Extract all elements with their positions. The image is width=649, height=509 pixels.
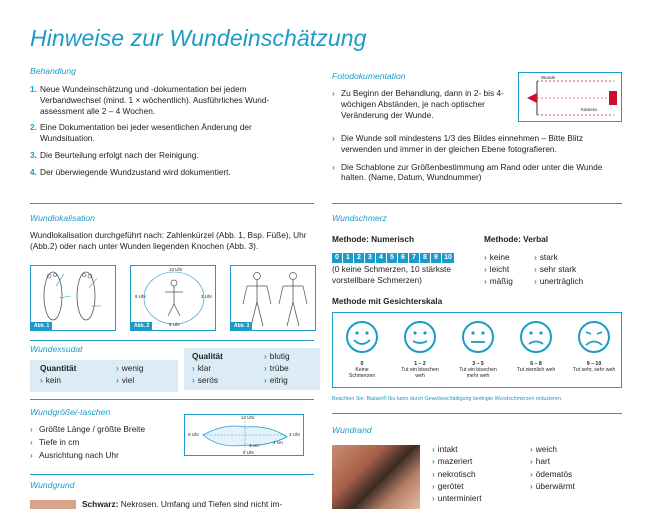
pain-scale — [332, 251, 455, 263]
rand-heading: Wundrand — [332, 425, 372, 435]
scale-9: 9 — [431, 253, 441, 263]
list-item: › Größte Länge / größte Breite — [30, 424, 146, 434]
divider — [30, 340, 314, 341]
schmerz-heading: Wundschmerz — [332, 213, 387, 223]
exsudat-quantitaet-panel — [30, 360, 178, 392]
size-12: 12 Uhr — [241, 415, 255, 420]
list-item: › Die Wunde soll mindestens 1/3 des Bildes einnehmen – Bitte Blitz verwenden und immer in der gleichen Ebene fotografieren. — [332, 133, 583, 154]
scale-1: 1 — [343, 253, 353, 263]
verbal-left: › keine › leicht › mäßig — [484, 252, 513, 286]
feet-figure — [30, 265, 116, 331]
schmerz-num-heading: Methode: Numerisch — [332, 234, 415, 244]
qualitaet-truebe: › trübe — [264, 363, 289, 373]
list-item: 2. Eine Dokumentation bei jeder wesentlichen Änderung der Wundsituation. — [30, 122, 252, 144]
quantitaet-label: Quantität — [40, 363, 77, 373]
face-neutral-icon — [463, 322, 493, 352]
foto-list-1 — [332, 88, 504, 126]
qualitaet-seroes: › serös — [192, 375, 219, 385]
face-label-2: 3 – 5 Tut ein bisschen mehr weh — [459, 361, 497, 380]
face-label-0: 0 Keine Schmerzen — [348, 361, 376, 380]
list-item: › Ausrichtung nach Uhr — [30, 449, 119, 460]
divider — [30, 399, 314, 400]
divider — [332, 413, 622, 414]
page-title: Hinweise zur Wundeinschätzung — [30, 25, 367, 51]
scale-0: 0 — [332, 253, 342, 263]
face-label-1: 1 – 2 Tut ein bisschen weh — [401, 361, 439, 380]
behandlung-heading: Behandlung — [30, 66, 76, 76]
list-item: › Die Schablone zur Größenbestimmung am Rand oder unter die Wunde halten. (Name, Datum, Wundnummer) — [332, 161, 603, 183]
groesse-heading: Wundgröße/-taschen — [30, 407, 111, 417]
size-3: 3 Uhr — [289, 432, 301, 437]
camera-diagram-icon — [519, 73, 623, 123]
divider — [30, 203, 314, 204]
grund-text: Schwarz: Nekrosen. Umfang und Tiefen sind nicht im- — [82, 499, 283, 509]
scale-8: 8 — [420, 253, 430, 263]
groesse-list — [30, 424, 180, 462]
wunde-label: Wunde — [541, 75, 556, 80]
verbal-right: › stark › sehr stark › unerträglich — [534, 252, 584, 286]
list-item: 1. Neue Wundeinschätzung und -dokumentation bei jedem Verbandwechsel (mind. 1 × wöchentlich). Ausführliches Wundassessment alle 2 – 4 Wochen. — [30, 84, 270, 116]
bones-figure — [230, 265, 316, 331]
faces-svg — [333, 313, 623, 357]
clock-9: 9 Uhr — [135, 294, 147, 299]
quantitaet-kein: › kein — [40, 375, 61, 385]
abb-3-label: Abb. 3 — [231, 322, 252, 331]
scale-6: 6 — [398, 253, 408, 263]
qualitaet-eitrig: › eitrig — [264, 375, 288, 385]
scale-7: 7 — [409, 253, 419, 263]
quantitaet-wenig: › wenig — [116, 363, 144, 373]
list-item: › Zu Beginn der Behandlung, dann in 2- bis 4-wöchigen Abständen, je nach optischer Veränderung der Wunde. — [332, 88, 504, 120]
schmerz-note: Beachten Sie: Biatain® Ibu kann durch Gewebeschädigung bedingte Wundschmerzen reduzieren. — [332, 396, 563, 402]
behandlung-list — [30, 84, 308, 183]
list-item: › Tiefe in cm — [30, 436, 80, 447]
abb-1-label: Abb. 1 — [31, 322, 52, 331]
faces-panel — [332, 312, 622, 388]
clock-3: 3 Uhr — [201, 294, 213, 299]
size-4cm: 4 cm — [273, 440, 283, 445]
lokalisation-heading: Wundlokalisation — [30, 213, 95, 223]
face-slight-smile-icon — [405, 322, 435, 352]
divider — [332, 203, 622, 204]
size-9: 9 Uhr — [188, 432, 200, 437]
scale-5: 5 — [387, 253, 397, 263]
clock-figure — [130, 265, 216, 331]
abb-2-label: Abb. 2 — [131, 322, 152, 331]
foto-figure — [518, 72, 622, 122]
clock-12: 12 Uhr — [169, 267, 183, 272]
faces-heading: Methode mit Gesichterskala — [332, 296, 443, 306]
exsudat-qualitaet-panel — [184, 348, 320, 390]
lokalisation-text: Wundlokalisation durchgeführt nach: Zahlenkürzel (Abb. 1, Bsp. Füße), Uhr (Abb.2) oder nach unter Wunden liegenden Knochen (Abb. 3). — [30, 230, 307, 251]
rand-left: › intakt › mazeriert › nekrotisch › gerötet › unterminiert — [432, 444, 482, 504]
list-item: 4. Der überwiegende Wundzustand wird dokumentiert. — [30, 166, 231, 177]
schmerz-num-text: (0 keine Schmerzen, 10 stärkste vorstellbare Schmerzen) — [332, 264, 451, 285]
scale-3: 3 — [365, 253, 375, 263]
scale-4: 4 — [376, 253, 386, 263]
kamera-label: Kamera — [581, 107, 597, 112]
quantitaet-viel: › viel — [116, 375, 135, 385]
rand-right: › weich › hart › ödematös › überwärmt — [530, 444, 575, 491]
clock-6: 6 Uhr — [169, 322, 181, 327]
size-6: 6 Uhr — [243, 450, 255, 455]
foto-heading: Fotodokumentation — [332, 71, 406, 81]
list-item: 3. Die Beurteilung erfolgt nach der Reinigung. — [30, 149, 199, 160]
grund-photo — [30, 500, 76, 509]
face-label-4: 9 – 10 Tut sehr, sehr weh — [572, 361, 616, 374]
qualitaet-label: Qualität — [192, 351, 223, 361]
wound-size-figure — [184, 414, 304, 456]
schmerz-verbal-heading: Methode: Verbal — [484, 234, 549, 244]
grund-heading: Wundgrund — [30, 480, 75, 490]
scale-10: 10 — [442, 253, 454, 263]
qualitaet-blutig: › blutig — [264, 351, 290, 361]
wound-edge-photo — [332, 445, 420, 509]
face-happy-icon — [347, 322, 377, 352]
scale-2: 2 — [354, 253, 364, 263]
face-label-3: 6 – 8 Tut ziemlich weh — [516, 361, 556, 374]
qualitaet-klar: › klar — [192, 363, 212, 373]
face-crying-icon — [579, 322, 609, 352]
size-3cm: 3 cm — [249, 443, 259, 448]
divider — [30, 474, 314, 475]
foto-list-2 — [332, 133, 622, 189]
face-sad-icon — [521, 322, 551, 352]
exsudat-heading: Wundexsudat — [30, 344, 83, 354]
